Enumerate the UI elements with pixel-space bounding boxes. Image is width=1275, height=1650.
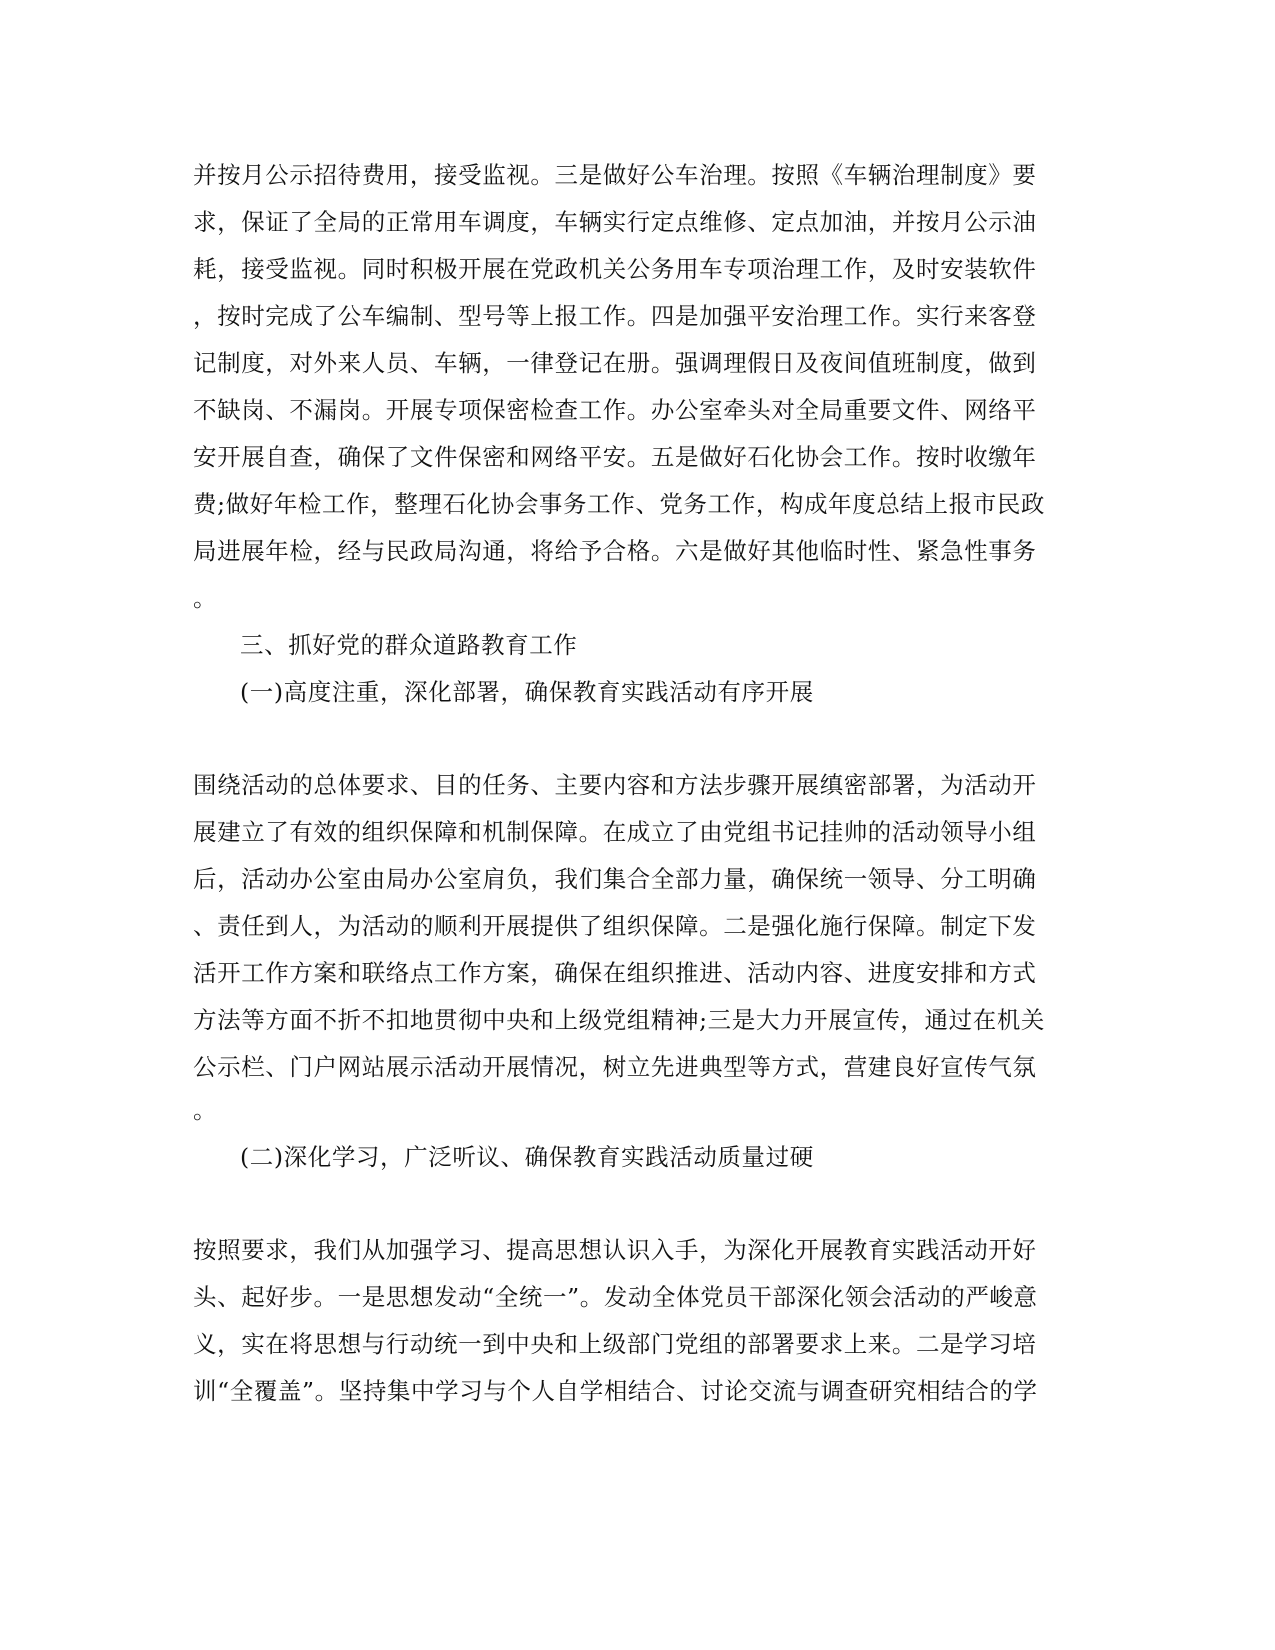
paragraph-line: 记制度，对外来人员、车辆，一律登记在册。强调理假日及夜间值班制度，做到: [193, 349, 1037, 377]
paragraph-line: 。: [193, 1096, 218, 1124]
paragraph-line: 并按月公示招待费用，接受监视。三是做好公车治理。按照《车辆治理制度》要: [193, 161, 1037, 189]
paragraph-line: 训“全覆盖”。坚持集中学习与个人自学相结合、讨论交流与调查研究相结合的学: [193, 1377, 1038, 1405]
paragraph-line: 求，保证了全局的正常用车调度，车辆实行定点维修、定点加油，并按月公示油: [193, 208, 1037, 236]
paragraph-line: 安开展自查，确保了文件保密和网络平安。五是做好石化协会工作。按时收缴年: [193, 443, 1037, 471]
paragraph-line: 耗，接受监视。同时积极开展在党政机关公务用车专项治理工作，及时安装软件: [193, 255, 1037, 283]
section-heading: 三、抓好党的群众道路教育工作: [240, 631, 578, 659]
paragraph-line: 头、起好步。一是思想发动“全统一”。发动全体党员干部深化领会活动的严峻意: [193, 1283, 1038, 1311]
paragraph-line: 活开工作方案和联络点工作方案，确保在组织推进、活动内容、进度安排和方式: [193, 959, 1037, 987]
subsection-heading: (一)高度注重，深化部署，确保教育实践活动有序开展: [240, 678, 814, 706]
paragraph-line: 展建立了有效的组织保障和机制保障。在成立了由党组书记挂帅的活动领导小组: [193, 818, 1037, 846]
paragraph-line: 费;做好年检工作，整理石化协会事务工作、党务工作，构成年度总结上报市民政: [193, 490, 1046, 518]
paragraph-line: ，按时完成了公车编制、型号等上报工作。四是加强平安治理工作。实行来客登: [193, 302, 1037, 330]
paragraph-line: 围绕活动的总体要求、目的任务、主要内容和方法步骤开展缜密部署，为活动开: [193, 771, 1037, 799]
paragraph-line: 局进展年检，经与民政局沟通，将给予合格。六是做好其他临时性、紧急性事务: [193, 537, 1037, 565]
paragraph-line: 不缺岗、不漏岗。开展专项保密检查工作。办公室牵头对全局重要文件、网络平: [193, 396, 1037, 424]
paragraph-line: 、责任到人，为活动的顺利开展提供了组织保障。二是强化施行保障。制定下发: [193, 912, 1037, 940]
paragraph-line: 义，实在将思想与行动统一到中央和上级部门党组的部署要求上来。二是学习培: [193, 1330, 1037, 1358]
paragraph-line: 方法等方面不折不扣地贯彻中央和上级党组精神;三是大力开展宣传，通过在机关: [193, 1006, 1046, 1034]
paragraph-line: 。: [193, 584, 218, 612]
paragraph-line: 后，活动办公室由局办公室肩负，我们集合全部力量，确保统一领导、分工明确: [193, 865, 1037, 893]
paragraph-line: 公示栏、门户网站展示活动开展情况，树立先进典型等方式，营建良好宣传气氛: [193, 1053, 1037, 1081]
paragraph-line: 按照要求，我们从加强学习、提高思想认识入手，为深化开展教育实践活动开好: [193, 1236, 1037, 1264]
subsection-heading: (二)深化学习，广泛听议、确保教育实践活动质量过硬: [240, 1143, 814, 1171]
